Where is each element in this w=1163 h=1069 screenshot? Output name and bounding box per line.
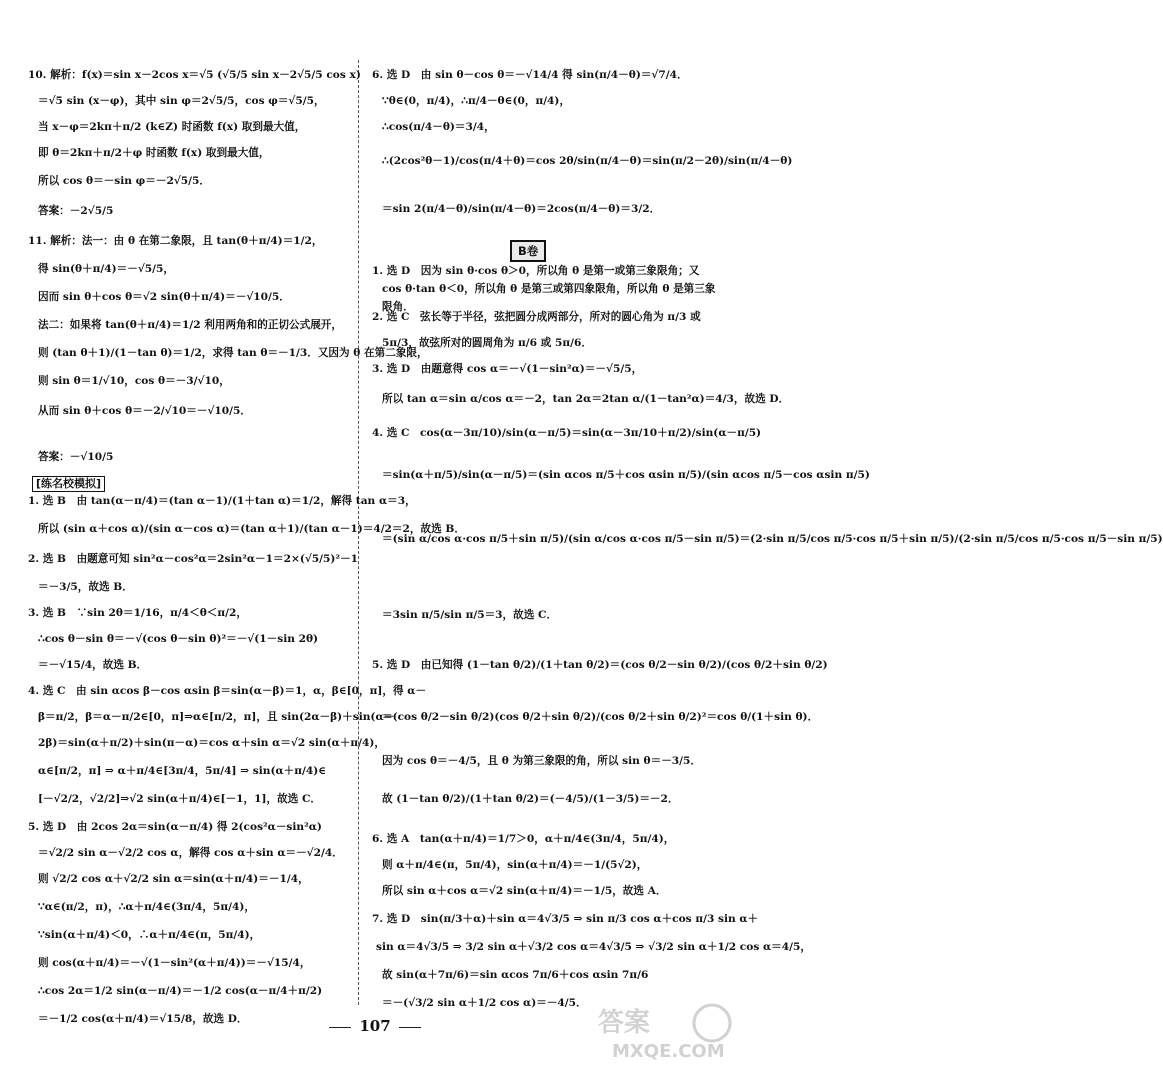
right-line: ＝3sin π/5/sin π/5＝3，故选 C．: [382, 609, 558, 621]
left-line: 即 θ＝2kπ＋π/2＋φ 时函数 f(x) 取到最大值，: [38, 147, 270, 159]
left-line: 则 cos(α＋π/4)＝－√(1－sin²(α＋π/4))＝－√15/4，: [38, 957, 311, 969]
left-line: α∈[π/2，π] ⇒ α＋π/4∈[3π/4，5π/4] ⇒ sin(α＋π/4)∈: [38, 765, 327, 777]
left-line: ＝－3/5，故选 B．: [38, 581, 133, 593]
page-number: 107: [0, 1017, 750, 1035]
right-line: 所以 sin α＋cos α＝√2 sin(α＋π/4)＝－1/5，故选 A．: [382, 885, 667, 897]
left-line: ∴cos θ－sin θ＝－√(cos θ－sin θ)²＝－√(1－sin 2θ): [38, 633, 319, 645]
right-line: 1. 选 D 因为 sin θ·cos θ＞0，所以角 θ 是第一或第三象限角；又: [372, 265, 700, 277]
left-line: ∴cos 2α＝1/2 sin(α－π/4)＝－1/2 cos(α－π/4＋π/2): [38, 985, 323, 997]
right-line: ＝(cos θ/2－sin θ/2)(cos θ/2＋sin θ/2)/(cos θ/2＋sin θ/2)²＝cos θ/(1＋sin θ)．: [382, 711, 819, 723]
left-line: ＝√2/2 sin α－√2/2 cos α，解得 cos α＋sin α＝－√2/4．: [38, 847, 343, 859]
left-line: 所以 (sin α＋cos α)/(sin α－cos α)＝(tan α＋1)/(tan α－1)＝4/2＝2，故选 B．: [38, 523, 465, 535]
left-line: ＝－1/2 cos(α＋π/4)＝√15/8，故选 D．: [38, 1013, 248, 1025]
left-line: 当 x－φ＝2kπ＋π/2 (k∈Z) 时函数 f(x) 取到最大值，: [38, 121, 306, 133]
left-line: [－√2/2，√2/2]⇒√2 sin(α＋π/4)∈[－1，1]，故选 C．: [38, 793, 322, 805]
right-line: cos θ·tan θ＜0，所以角 θ 是第三或第四象限角，所以角 θ 是第三象: [382, 283, 716, 295]
left-line: 4. 选 C 由 sin αcos β－cos αsin β＝sin(α－β)＝1，α，β∈[0，π]，得 α－: [28, 685, 427, 697]
right-line: ∴(2cos²θ－1)/cos(π/4＋θ)＝cos 2θ/sin(π/4－θ)＝sin(π/2－2θ)/sin(π/4－θ): [382, 155, 793, 167]
right-line: 因为 cos θ＝－4/5，且 θ 为第三象限的角，所以 sin θ＝－3/5．: [382, 755, 702, 767]
left-line: 则 sin θ＝1/√10，cos θ＝－3/√10，: [38, 375, 230, 387]
right-line: 2. 选 C 弦长等于半径，弦把圆分成两部分，所对的圆心角为 π/3 或: [372, 311, 701, 323]
left-line: 从而 sin θ＋cos θ＝－2/√10＝－√10/5．: [38, 405, 252, 417]
left-line: 得 sin(θ＋π/4)＝－√5/5，: [38, 263, 175, 275]
left-line: 11. 解析：法一：由 θ 在第二象限，且 tan(θ＋π/4)＝1/2，: [28, 235, 323, 247]
right-line: ＝sin(α＋π/5)/sin(α－π/5)＝(sin αcos π/5＋cos αsin π/5)/(sin αcos π/5－cos αsin π/5): [382, 469, 870, 481]
svg-text:答案: 答案: [598, 1008, 651, 1038]
watermark-logo: [594, 1001, 744, 1063]
right-line: 故 (1－tan θ/2)/(1＋tan θ/2)＝(－4/5)/(1－3/5)＝－2．: [382, 793, 679, 805]
right-line: ＝sin 2(π/4－θ)/sin(π/4－θ)＝2cos(π/4－θ)＝3/2．: [382, 203, 661, 215]
right-line: ∴cos(π/4－θ)＝3/4，: [382, 121, 495, 133]
right-column: [372, 62, 1163, 1009]
right-line: 5. 选 D 由已知得 (1－tan θ/2)/(1＋tan θ/2)＝(cos θ/2－sin θ/2)/(cos θ/2＋sin θ/2): [372, 659, 828, 671]
left-line: 2. 选 B 由题意可知 sin²α－cos²α＝2sin²α－1＝2×(√5/5)²－1: [28, 553, 359, 565]
left-line: 因而 sin θ＋cos θ＝√2 sin(θ＋π/4)＝－√10/5．: [38, 291, 290, 303]
left-line: 1. 选 B 由 tan(α－π/4)＝(tan α－1)/(1＋tan α)＝1/2，解得 tan α＝3，: [28, 495, 416, 507]
section-label-b: B卷: [510, 240, 546, 262]
left-line: 3. 选 B ∵sin 2θ＝1/16，π/4＜θ＜π/2，: [28, 607, 247, 619]
left-line: 答案：－√10/5: [38, 451, 114, 463]
left-line: 5. 选 D 由 2cos 2α＝sin(α－π/4) 得 2(cos²α－sin²α): [28, 821, 322, 833]
left-line: 法二：如果将 tan(θ＋π/4)＝1/2 利用两角和的正切公式展开，: [38, 319, 342, 331]
right-line: 故 sin(α＋7π/6)＝sin αcos 7π/6＋cos αsin 7π/6: [382, 969, 649, 981]
right-line: 4. 选 C cos(α－3π/10)/sin(α－π/5)＝sin(α－3π/10＋π/2)/sin(α－π/5): [372, 427, 762, 439]
right-line: 则 α＋π/4∈(π，5π/4)，sin(α＋π/4)＝－1/(5√2)，: [382, 859, 648, 871]
right-line: ＝－(√3/2 sin α＋1/2 cos α)＝－4/5．: [382, 997, 587, 1009]
right-line: 所以 tan α＝sin α/cos α＝－2，tan 2α＝2tan α/(1－tan²α)＝4/3，故选 D．: [382, 393, 790, 405]
left-line: 2β)＝sin(α＋π/2)＋sin(π－α)＝cos α＋sin α＝√2 sin(α＋π/4)，: [38, 737, 385, 749]
right-line: 7. 选 D sin(π/3＋α)＋sin α＝4√3/5 ⇒ sin π/3 cos α＋cos π/3 sin α＋: [372, 913, 759, 925]
right-line: 6. 选 A tan(α＋π/4)＝1/7＞0，α＋π/4∈(3π/4，5π/4)，: [372, 833, 675, 845]
svg-text:MXQE.COM: MXQE.COM: [612, 1041, 725, 1062]
left-line: ∵sin(α＋π/4)＜0，∴α＋π/4∈(π，5π/4)，: [38, 929, 261, 941]
left-line: ＝－√15/4，故选 B．: [38, 659, 148, 671]
right-line: 5π/3，故弦所对的圆周角为 π/6 或 5π/6．: [382, 337, 592, 349]
right-line: ＝(sin α/cos α·cos π/5＋sin π/5)/(sin α/cos α·cos π/5－sin π/5)＝(2·sin π/5/cos π/5·cos π/5＋sin π/5)/(2·sin π/5/cos π/5·cos π/5－sin π/5): [382, 533, 1163, 545]
left-line: 所以 cos θ＝－sin φ＝－2√5/5．: [38, 175, 210, 187]
section-tag: [练名校模拟]: [32, 476, 105, 492]
right-line: 3. 选 D 由题意得 cos α＝－√(1－sin²α)＝－√5/5，: [372, 363, 643, 375]
left-line: 则 √2/2 cos α＋√2/2 sin α＝sin(α＋π/4)＝－1/4，: [38, 873, 309, 885]
left-line: [32, 476, 105, 492]
right-line: 限角．: [382, 301, 414, 313]
right-line: sin α＝4√3/5 ⇒ 3/2 sin α＋√3/2 cos α＝4√3/5 ⇒ √3/2 sin α＋1/2 cos α＝4/5，: [376, 941, 811, 953]
right-line: ∵θ∈(0，π/4)，∴π/4－θ∈(0，π/4)，: [382, 95, 571, 107]
left-line: 答案：－2√5/5: [38, 205, 114, 217]
left-line: ＝√5 sin (x－φ)，其中 sin φ＝2√5/5，cos φ＝√5/5，: [38, 95, 325, 107]
left-line: β＝π/2，β＝α－π/2∈[0，π]⇒α∈[π/2，π]，且 sin(2α－β)＋sin(α－: [38, 711, 395, 723]
left-line: ∵α∈(π/2，π)，∴α＋π/4∈(3π/4，5π/4)，: [38, 901, 255, 913]
left-line: 则 (tan θ＋1)/(1－tan θ)＝1/2，求得 tan θ＝－1/3．又因为 θ 在第二象限，: [38, 347, 428, 359]
right-line: 6. 选 D 由 sin θ－cos θ＝－√14/4 得 sin(π/4－θ)＝√7/4．: [372, 69, 688, 81]
left-line: 10. 解析：f(x)＝sin x－2cos x＝√5 (√5/5 sin x－2√5/5 cos x): [28, 69, 361, 81]
